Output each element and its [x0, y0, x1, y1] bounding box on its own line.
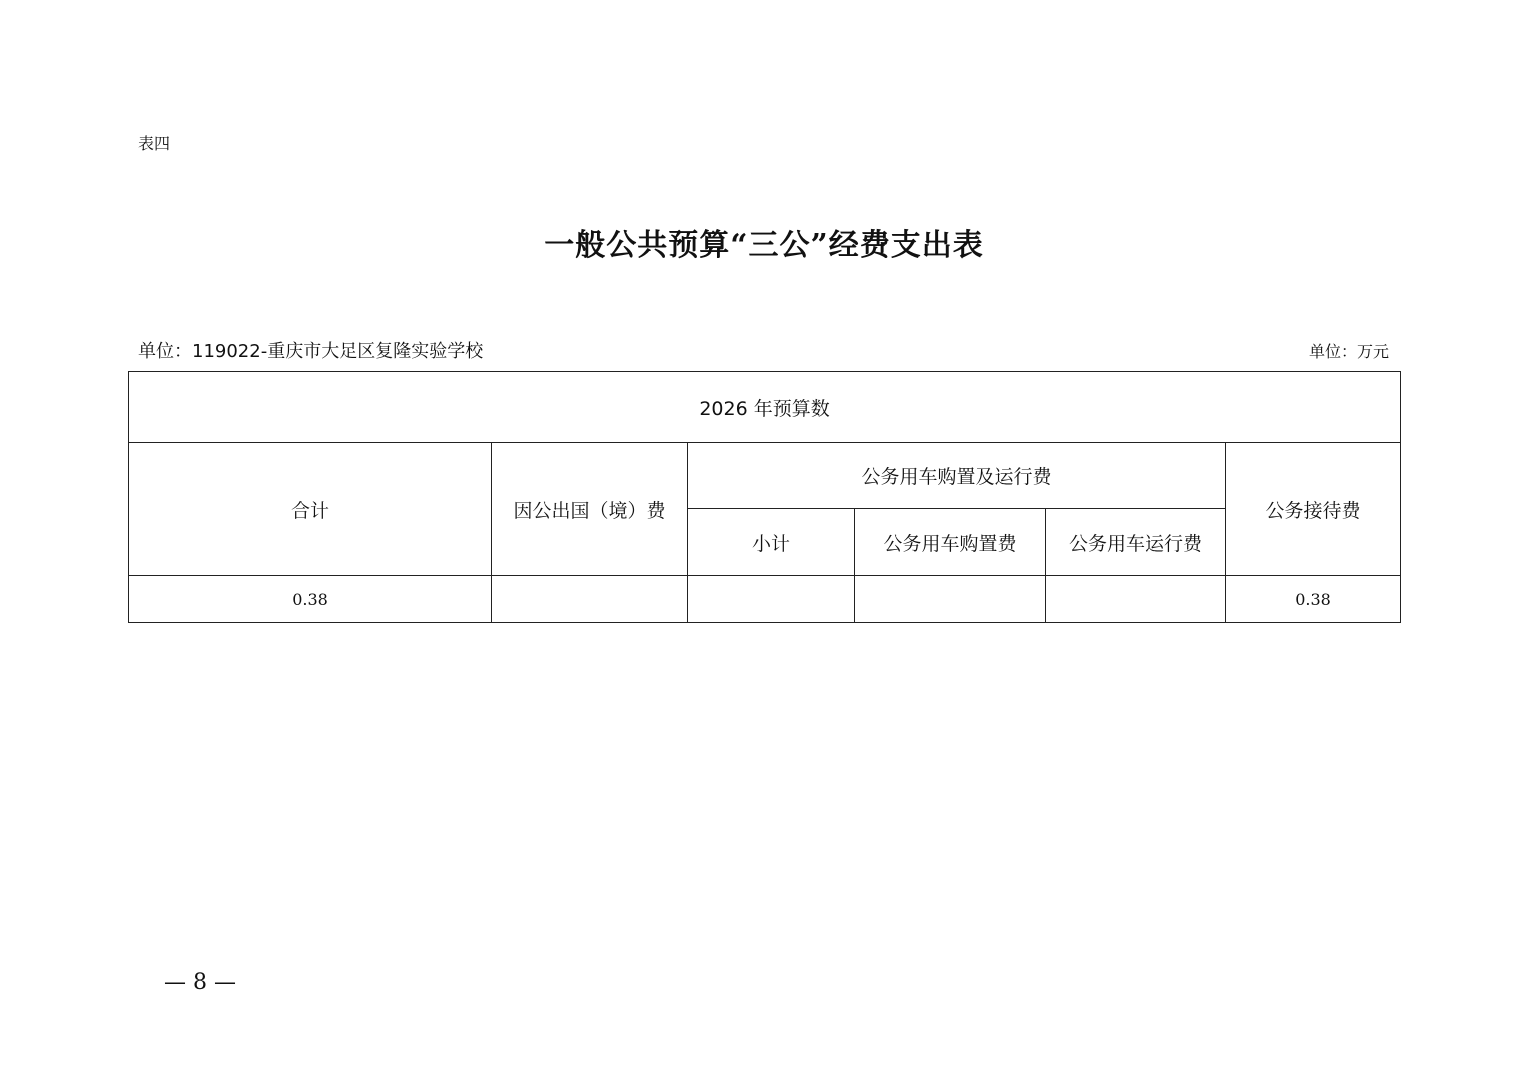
table-header-row [129, 443, 1401, 509]
column-header-vehicle-purchase: 公务用车购置费 [855, 509, 1046, 576]
table-label: 表四 [138, 134, 171, 153]
column-header-reception: 公务接待费 [1226, 443, 1401, 576]
cell-vehicle-purchase [855, 576, 1046, 623]
table-row [129, 576, 1401, 623]
column-header-vehicle-group: 公务用车购置及运行费 [688, 443, 1226, 509]
column-header-vehicle-operation: 公务用车运行费 [1046, 509, 1226, 576]
cell-total: 0.38 [129, 576, 492, 623]
cell-vehicle-operation [1046, 576, 1226, 623]
year-header-cell: 2026 年预算数 [129, 372, 1401, 443]
unit-organization: 单位：119022-重庆市大足区复隆实验学校 [138, 341, 484, 362]
cell-overseas [492, 576, 688, 623]
page-number: — 8 — [164, 970, 236, 995]
column-header-vehicle-subtotal: 小计 [688, 509, 855, 576]
cell-reception: 0.38 [1226, 576, 1401, 623]
page-title: 一般公共预算“三公”经费支出表 [544, 228, 984, 263]
column-header-total: 合计 [129, 443, 492, 576]
cell-vehicle-subtotal [688, 576, 855, 623]
budget-table [128, 371, 1401, 623]
table-header-row [129, 372, 1401, 443]
unit-currency: 单位：万元 [1308, 342, 1389, 361]
column-header-overseas: 因公出国（境）费 [492, 443, 688, 576]
